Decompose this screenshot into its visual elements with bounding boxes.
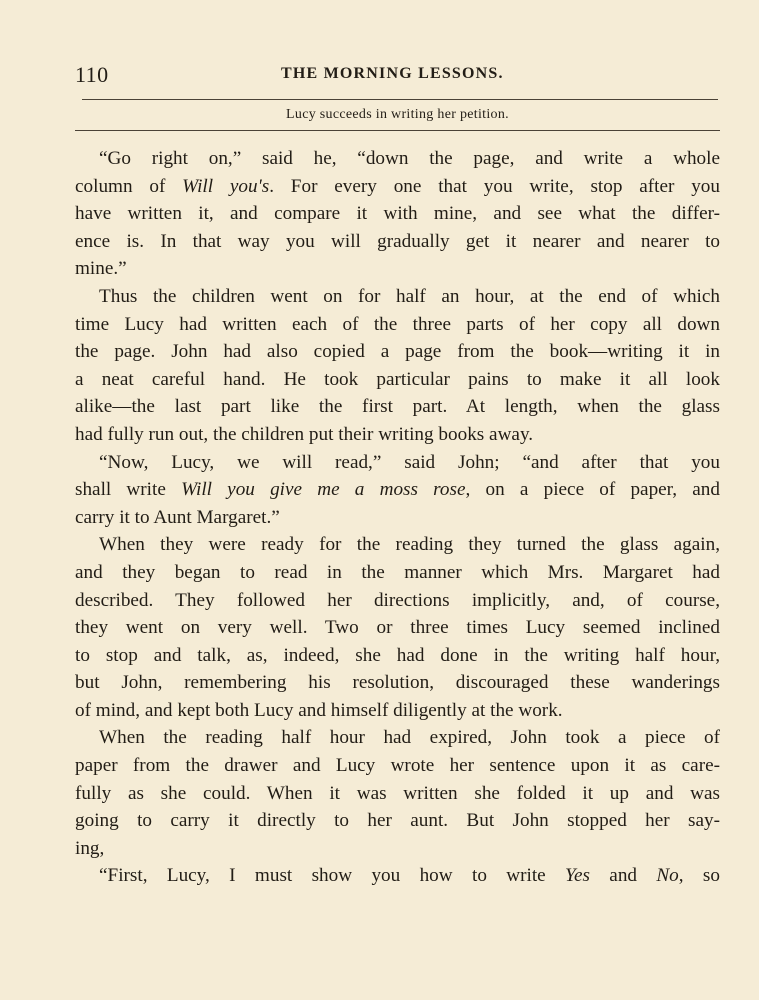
text-line: ing,	[75, 837, 105, 859]
body-text	[75, 145, 720, 890]
text-line: “Go right on,” said he, “down the page, and write a whole	[99, 148, 720, 169]
italic-text: Will you's	[182, 175, 270, 197]
text-line: they went on very well. Two or three times Lucy seemed inclined	[75, 617, 720, 639]
text-line: fully as she could. When it was written she folded it up and was	[75, 782, 720, 804]
text-line: shall write Will you give me a moss rose, on a piece of paper, and	[75, 479, 720, 501]
text-line: carry it to Aunt Margaret.”	[75, 506, 280, 528]
page-number: 110	[75, 62, 109, 87]
text-line: have written it, and compare it with mine, and see what the differ-	[75, 203, 720, 225]
text-line: and they began to read in the manner which Mrs. Margaret had	[75, 561, 720, 583]
running-title: THE MORNING LESSONS.	[281, 65, 504, 82]
text-line: When they were ready for the reading they turned the glass again,	[99, 534, 720, 556]
text-line: described. They followed her directions implicitly, and, of course,	[75, 589, 720, 611]
running-head	[75, 62, 720, 88]
italic-text: No	[656, 865, 679, 887]
header-rule-top	[82, 99, 718, 100]
text-line: the page. John had also copied a page from the book—writing it in	[75, 341, 720, 363]
text-line: column of Will you's. For every one that you write, stop after you	[75, 175, 720, 197]
text-line: “First, Lucy, I must show you how to write Yes and No, so	[99, 865, 720, 887]
text-line: “Now, Lucy, we will read,” said John; “and after that you	[99, 451, 720, 473]
italic-text: Will you give me a moss rose	[181, 479, 466, 501]
text-line: When the reading half hour had expired, John took a piece of	[99, 727, 720, 749]
text-line: alike—the last part like the first part. At length, when the glass	[75, 396, 720, 418]
text-line: mine.”	[75, 258, 127, 280]
text-line: paper from the drawer and Lucy wrote her sentence upon it as care-	[75, 755, 720, 777]
text-line: of mind, and kept both Lucy and himself diligently at the work.	[75, 699, 563, 721]
text-line: to stop and talk, as, indeed, she had done in the writing half hour,	[75, 644, 720, 666]
text-line: had fully run out, the children put their writing books away.	[75, 423, 534, 445]
text-line: time Lucy had written each of the three parts of her copy all down	[75, 313, 720, 335]
text-line: a neat careful hand. He took particular pains to make it all look	[75, 368, 720, 390]
text-line: Thus the children went on for half an hour, at the end of which	[99, 285, 720, 307]
section-subheading: Lucy succeeds in writing her petition.	[286, 107, 509, 122]
text-line: going to carry it directly to her aunt. But John stopped her say-	[75, 810, 720, 832]
header-rule-bottom	[75, 130, 720, 131]
text-line: ence is. In that way you will gradually get it nearer and nearer to	[75, 230, 720, 252]
text-line: but John, remembering his resolution, discouraged these wanderings	[75, 672, 720, 694]
italic-text: Yes	[565, 865, 590, 887]
